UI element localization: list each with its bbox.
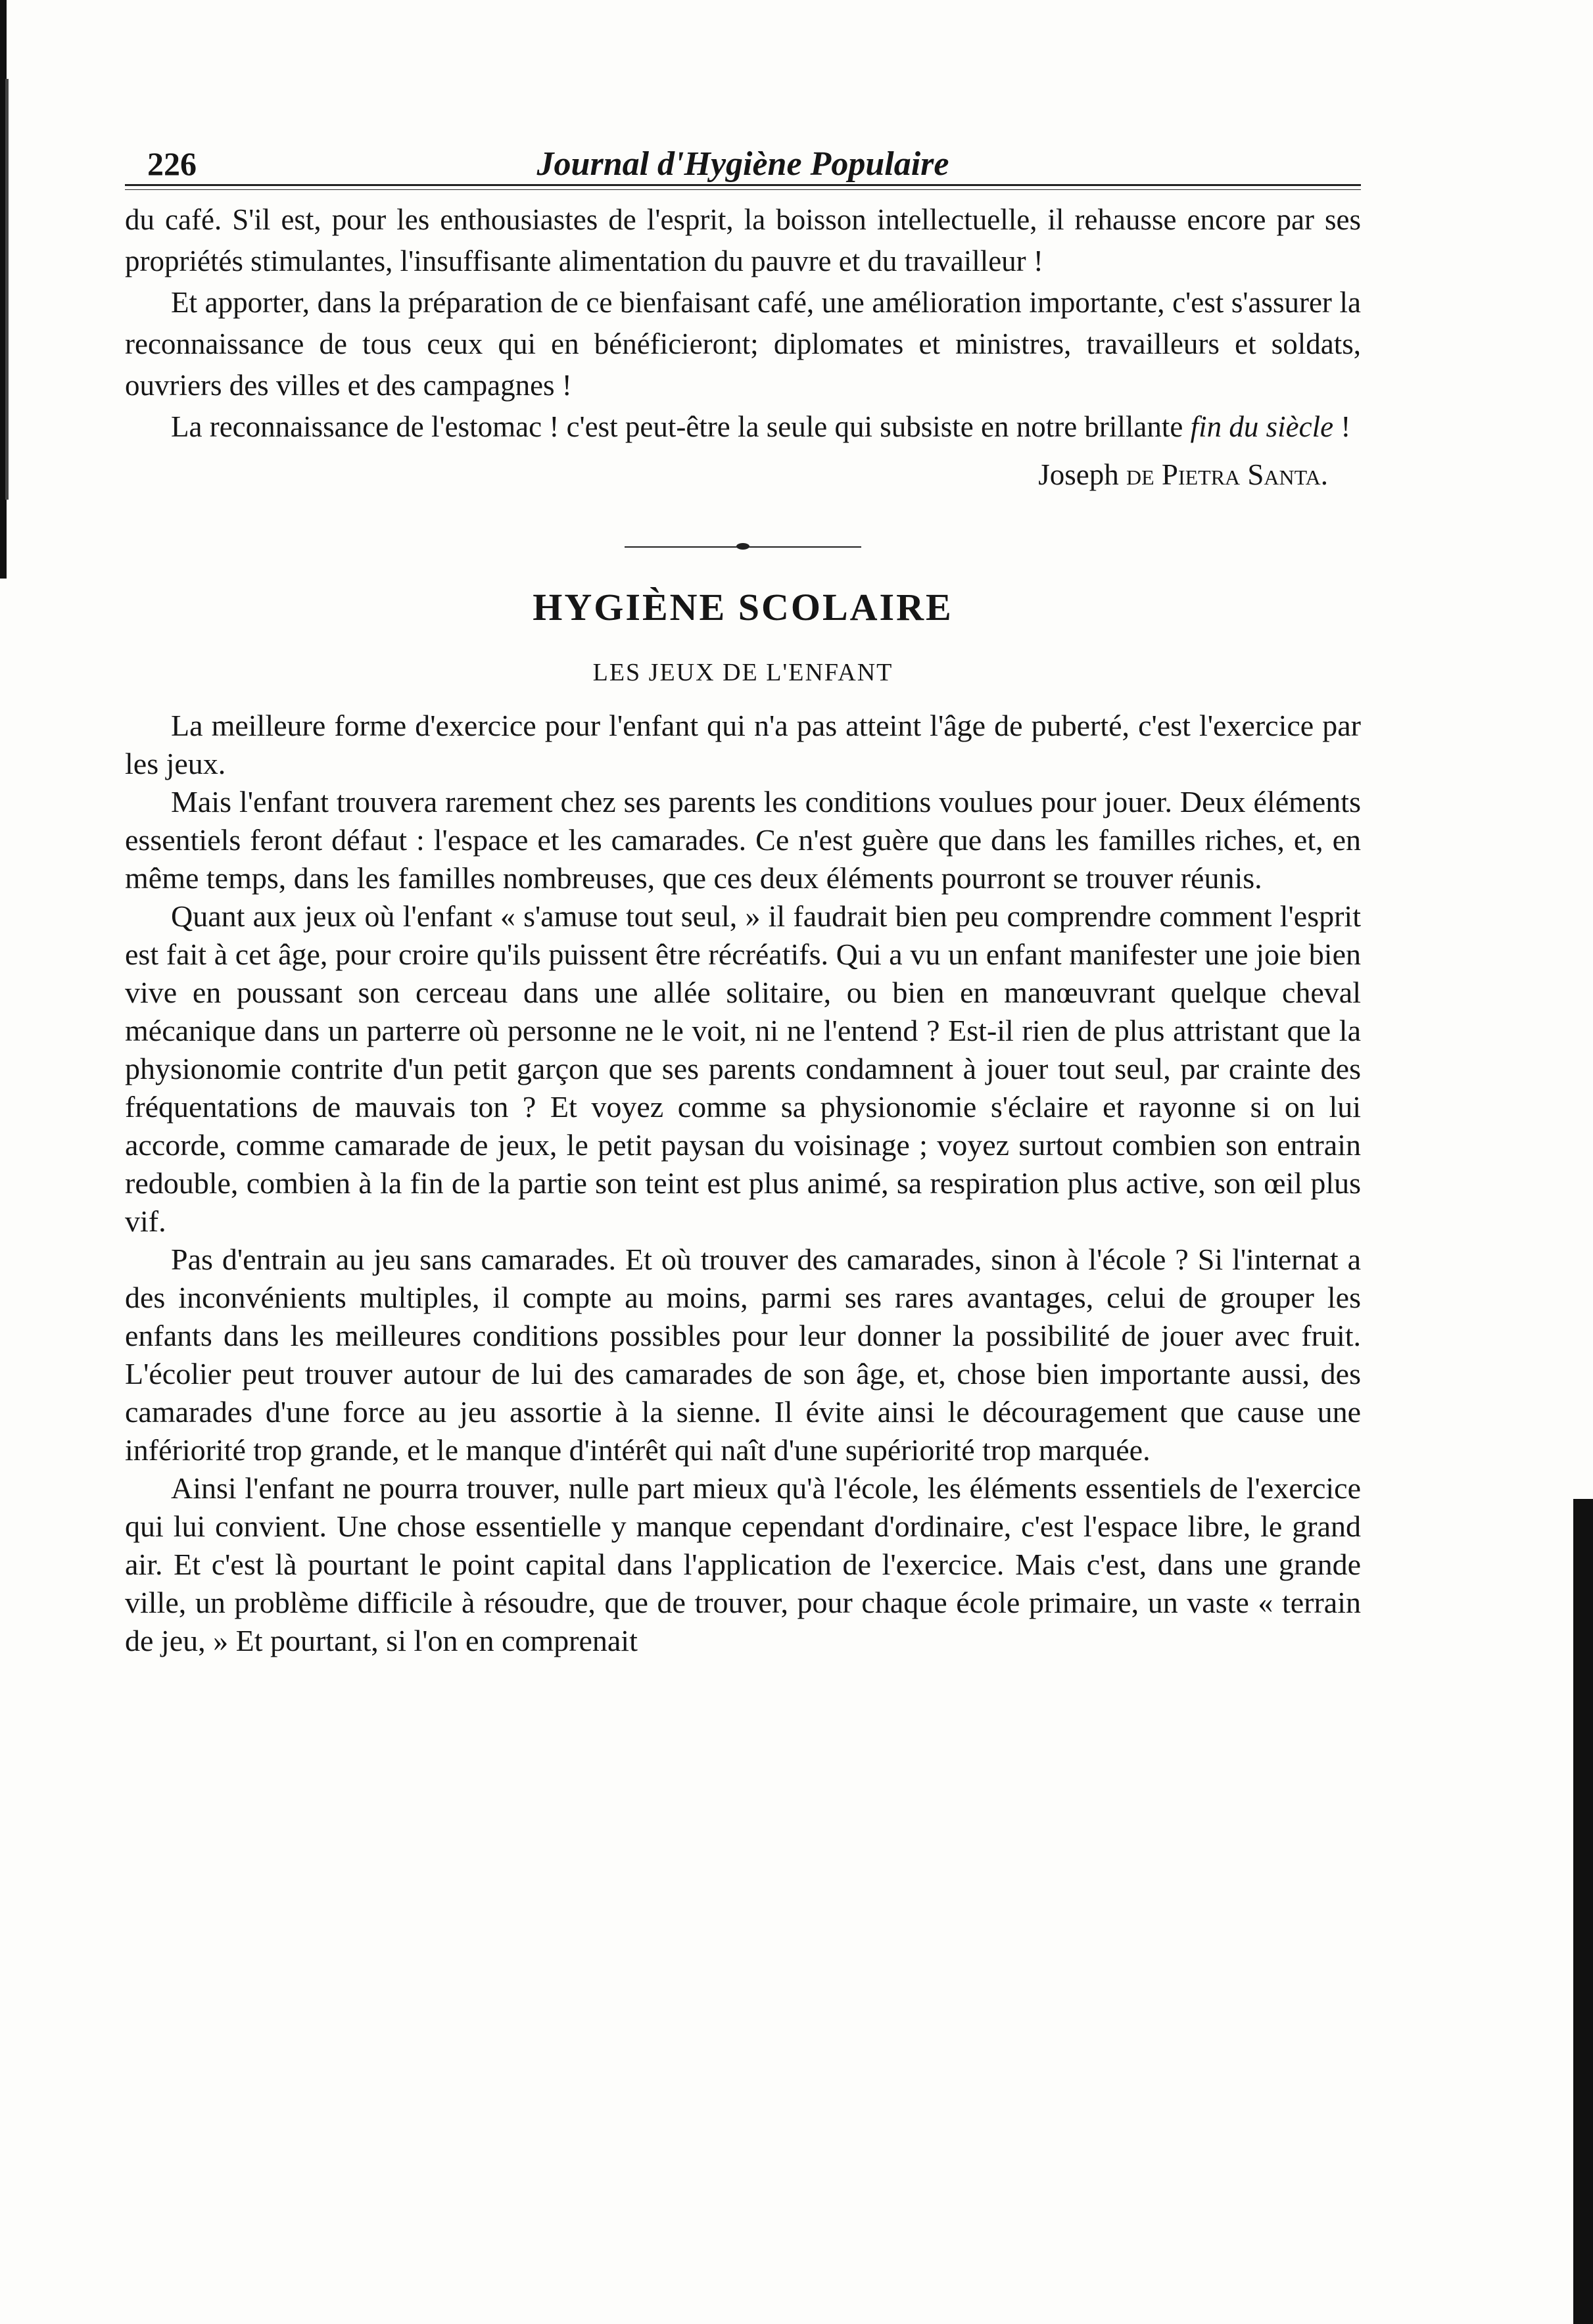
signature-first-name: Joseph: [1038, 458, 1119, 491]
header-rule: [125, 184, 1361, 190]
paragraph-end: !: [1333, 410, 1351, 443]
italic-phrase: fin du siècle: [1190, 410, 1334, 443]
paragraph: [125, 406, 1361, 448]
section-title: HYGIÈNE SCOLAIRE: [533, 586, 953, 628]
paragraph: Et apporter, dans la préparation de ce bienfaisant café, une amélioration importante, c'est s'assurer la reconnaissance de tous ceux qui en bénéficieront; diplomates et ministres, travailleurs et soldats, ouvriers des villes et des campagnes !: [125, 286, 1361, 402]
signature-surname: Pietra Santa.: [1161, 458, 1328, 491]
author-signature: [125, 454, 1361, 496]
paragraph: Mais l'enfant trouvera rarement chez ses parents les conditions voulues pour jouer. Deux éléments essentiels feront défaut : l'espace et les camarades. Ce n'est guère que dans les familles riches, et, en même temps, dans les familles nombreuses, que ces deux éléments pourront se trouver réunis.: [125, 785, 1361, 895]
paragraph: Quant aux jeux où l'enfant « s'amuse tout seul, » il faudrait bien peu comprendre comment l'esprit est fait à cet âge, pour croire qu'ils puissent être récréatifs. Qui a vu un enfant manifester une joie bien vive en poussant son cerceau dans une allée solitaire, ou bien en manœuvrant quelque cheval mécanique dans un parterre où personne ne le voit, ni ne l'entend ? Est-il rien de plus attristant que la physionomie contrite d'un petit garçon que ses parents condamnent à jouer tout seul, par crainte des fréquentations de mauvais ton ? Et voyez comme sa physionomie s'éclaire et rayonne si on lui accorde, comme camarade de jeux, le petit paysan du voisinage ; voyez surtout combien son entrain redouble, combien à la fin de la partie son teint est plus animé, sa respiration plus active, son œil plus vif.: [125, 899, 1361, 1238]
article-school-hygiene: [125, 585, 1361, 1660]
scan-edge-left-shadow: [5, 79, 9, 500]
paragraph: Ainsi l'enfant ne pourra trouver, nulle part mieux qu'à l'école, les éléments essentiels de l'exercice qui lui convient. Une chose essentielle y manque cependant d'ordinaire, c'est l'espace libre, le grand air. Et c'est là pourtant le point capital dans l'application de l'exercice. Mais c'est, dans une grande ville, un problème difficile à résoudre, que de trouver, pour chaque école primaire, un vaste « terrain de jeu, » Et pourtant, si l'on en comprenait: [125, 1471, 1361, 1657]
section-separator: [625, 540, 861, 554]
running-head: [125, 131, 1361, 184]
paragraph: La meilleure forme d'exercice pour l'enfant qui n'a pas atteint l'âge de puberté, c'est l'exercice par les jeux.: [125, 709, 1361, 780]
article-coffee-ending: [125, 199, 1361, 496]
separator-ornament: [736, 543, 749, 550]
scan-edge-right: [1573, 1499, 1593, 2324]
paragraph: Pas d'entrain au jeu sans camarades. Et où trouver des camarades, sinon à l'école ? Si l'internat a des inconvénients multiples, il compte au moins, parmi ses rares avantages, celui de grouper les enfants dans les meilleures conditions possibles pour leur donner la possibilité de jouer avec fruit. L'écolier peut trouver autour de lui des camarades de son âge, et, chose bien importante aussi, des camarades d'une force au jeu assortie à la sienne. Il évite ainsi le découragement que cause une infériorité trop grande, et le manque d'intérêt qui naît d'une supériorité trop marquée.: [125, 1243, 1361, 1467]
page: [125, 131, 1361, 1660]
paragraph: du café. S'il est, pour les enthousiastes de l'esprit, la boisson intellectuelle, il rehausse encore par ses propriétés stimulantes, l'insuffisante alimentation du pauvre et du travailleur !: [125, 203, 1361, 277]
section-subtitle: LES JEUX DE L'ENFANT: [592, 659, 893, 686]
signature-particle: de: [1126, 458, 1154, 491]
page-number: 226: [147, 145, 197, 182]
journal-title: Journal d'Hygiène Populaire: [536, 145, 949, 183]
paragraph-text: La reconnaissance de l'estomac ! c'est peut-être la seule qui subsiste en notre brillante: [171, 410, 1191, 443]
